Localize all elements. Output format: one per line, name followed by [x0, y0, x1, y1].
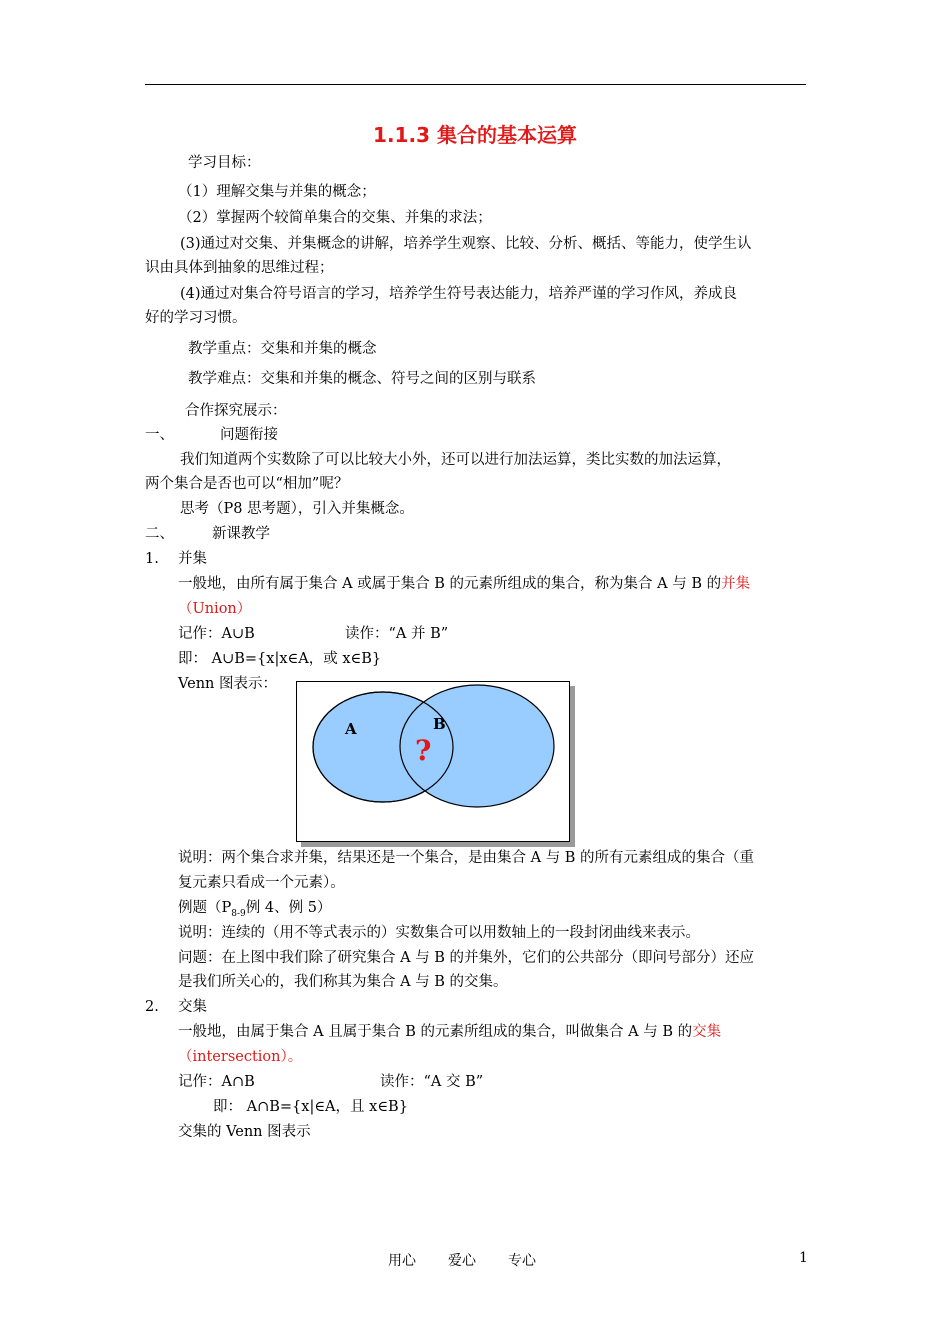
union-number: 1. — [145, 551, 159, 567]
intersection-venn-label: 交集的 Venn 图表示 — [178, 1124, 311, 1140]
union-note: 说明：连续的（用不等式表示的）实数集合可以用数轴上的一段封闭曲线来表示。 — [178, 925, 700, 941]
objectives-heading: 学习目标： — [188, 155, 261, 171]
objective-item: 识由具体到抽象的思维过程； — [145, 260, 334, 276]
intersection-reading: 读作：“A 交 B” — [380, 1074, 484, 1090]
key-point: 教学重点：交集和并集的概念 — [188, 341, 377, 357]
difficult-point: 教学难点：交集和并集的概念、符号之间的区别与联系 — [188, 371, 536, 387]
objective-item: (3)通过对交集、并集概念的讲解，培养学生观察、比较、分析、概括、等能力，使学生认 — [180, 236, 752, 252]
union-definition — [178, 574, 750, 594]
header-rule — [145, 84, 806, 85]
intersection-definition — [178, 1022, 721, 1042]
intersection-notation: 记作：A∩B — [178, 1074, 255, 1090]
example-text: 例 4、例 5） — [245, 900, 332, 916]
footer-slogan: 爱心 — [448, 1253, 476, 1269]
section2-title: 新课教学 — [212, 526, 270, 542]
explore-heading: 合作探究展示： — [185, 403, 287, 419]
union-title: 并集 — [178, 551, 207, 567]
intersection-term: 交集 — [692, 1024, 722, 1040]
set-b-label: B — [433, 715, 446, 733]
section1-number: 一、 — [145, 427, 174, 443]
intersection-term-english: （intersection）。 — [178, 1049, 303, 1065]
question-mark: ? — [415, 734, 432, 767]
paragraph: 我们知道两个实数除了可以比较大小外，还可以进行加法运算，类比实数的加法运算， — [180, 452, 731, 468]
example-pages: 8-9 — [231, 908, 246, 919]
intersection-number: 2. — [145, 999, 159, 1015]
union-term: 并集 — [721, 576, 751, 592]
page-title: 1.1.3 集合的基本运算 — [373, 123, 577, 147]
union-note: 复元素只看成一个元素）。 — [178, 875, 345, 891]
objective-item: （1）理解交集与并集的概念； — [178, 184, 376, 200]
objective-item: (4)通过对集合符号语言的学习，培养学生符号表达能力，培养严谨的学习作风，养成良 — [180, 286, 738, 302]
intersection-formula: 即： A∩B={x|∈A，且 x∈B} — [213, 1099, 408, 1115]
paragraph: 两个集合是否也可以“相加”呢？ — [145, 476, 349, 492]
venn-diagram — [296, 681, 570, 842]
union-question: 是我们所关心的，我们称其为集合 A 与 B 的交集。 — [178, 974, 508, 990]
union-term-english: （Union） — [178, 601, 252, 617]
union-venn-label: Venn 图表示： — [178, 676, 278, 692]
section2-number: 二、 — [145, 526, 174, 542]
union-def-text: 一般地，由所有属于集合 A 或属于集合 B 的元素所组成的集合，称为集合 A 与 B 的 — [178, 576, 722, 592]
footer-slogan: 专心 — [508, 1253, 536, 1269]
union-formula: 即： A∪B={x|x∈A，或 x∈B} — [178, 651, 382, 667]
union-question: 问题：在上图中我们除了研究集合 A 与 B 的并集外，它们的公共部分（即问号部分）还应 — [178, 950, 755, 966]
objective-item: 好的学习习惯。 — [145, 310, 247, 326]
union-reading: 读作：“A 并 B” — [345, 626, 449, 642]
objective-item: （2）掌握两个较简单集合的交集、并集的求法； — [178, 210, 492, 226]
union-notation: 记作：A∪B — [178, 626, 255, 642]
set-a-label: A — [345, 720, 357, 738]
union-note: 说明：两个集合求并集，结果还是一个集合，是由集合 A 与 B 的所有元素组成的集合（重 — [178, 850, 755, 866]
intersection-title: 交集 — [178, 999, 207, 1015]
paragraph: 思考（P8 思考题），引入并集概念。 — [180, 501, 414, 517]
intersection-def-text: 一般地，由属于集合 A 且属于集合 B 的元素所组成的集合，叫做集合 A 与 B 的 — [178, 1024, 693, 1040]
venn-svg — [297, 682, 569, 841]
union-example — [178, 898, 331, 924]
example-text: 例题（P — [178, 900, 232, 916]
page-number: 1 — [799, 1250, 808, 1266]
section1-title: 问题衔接 — [220, 427, 278, 443]
footer-slogan: 用心 — [388, 1253, 416, 1269]
